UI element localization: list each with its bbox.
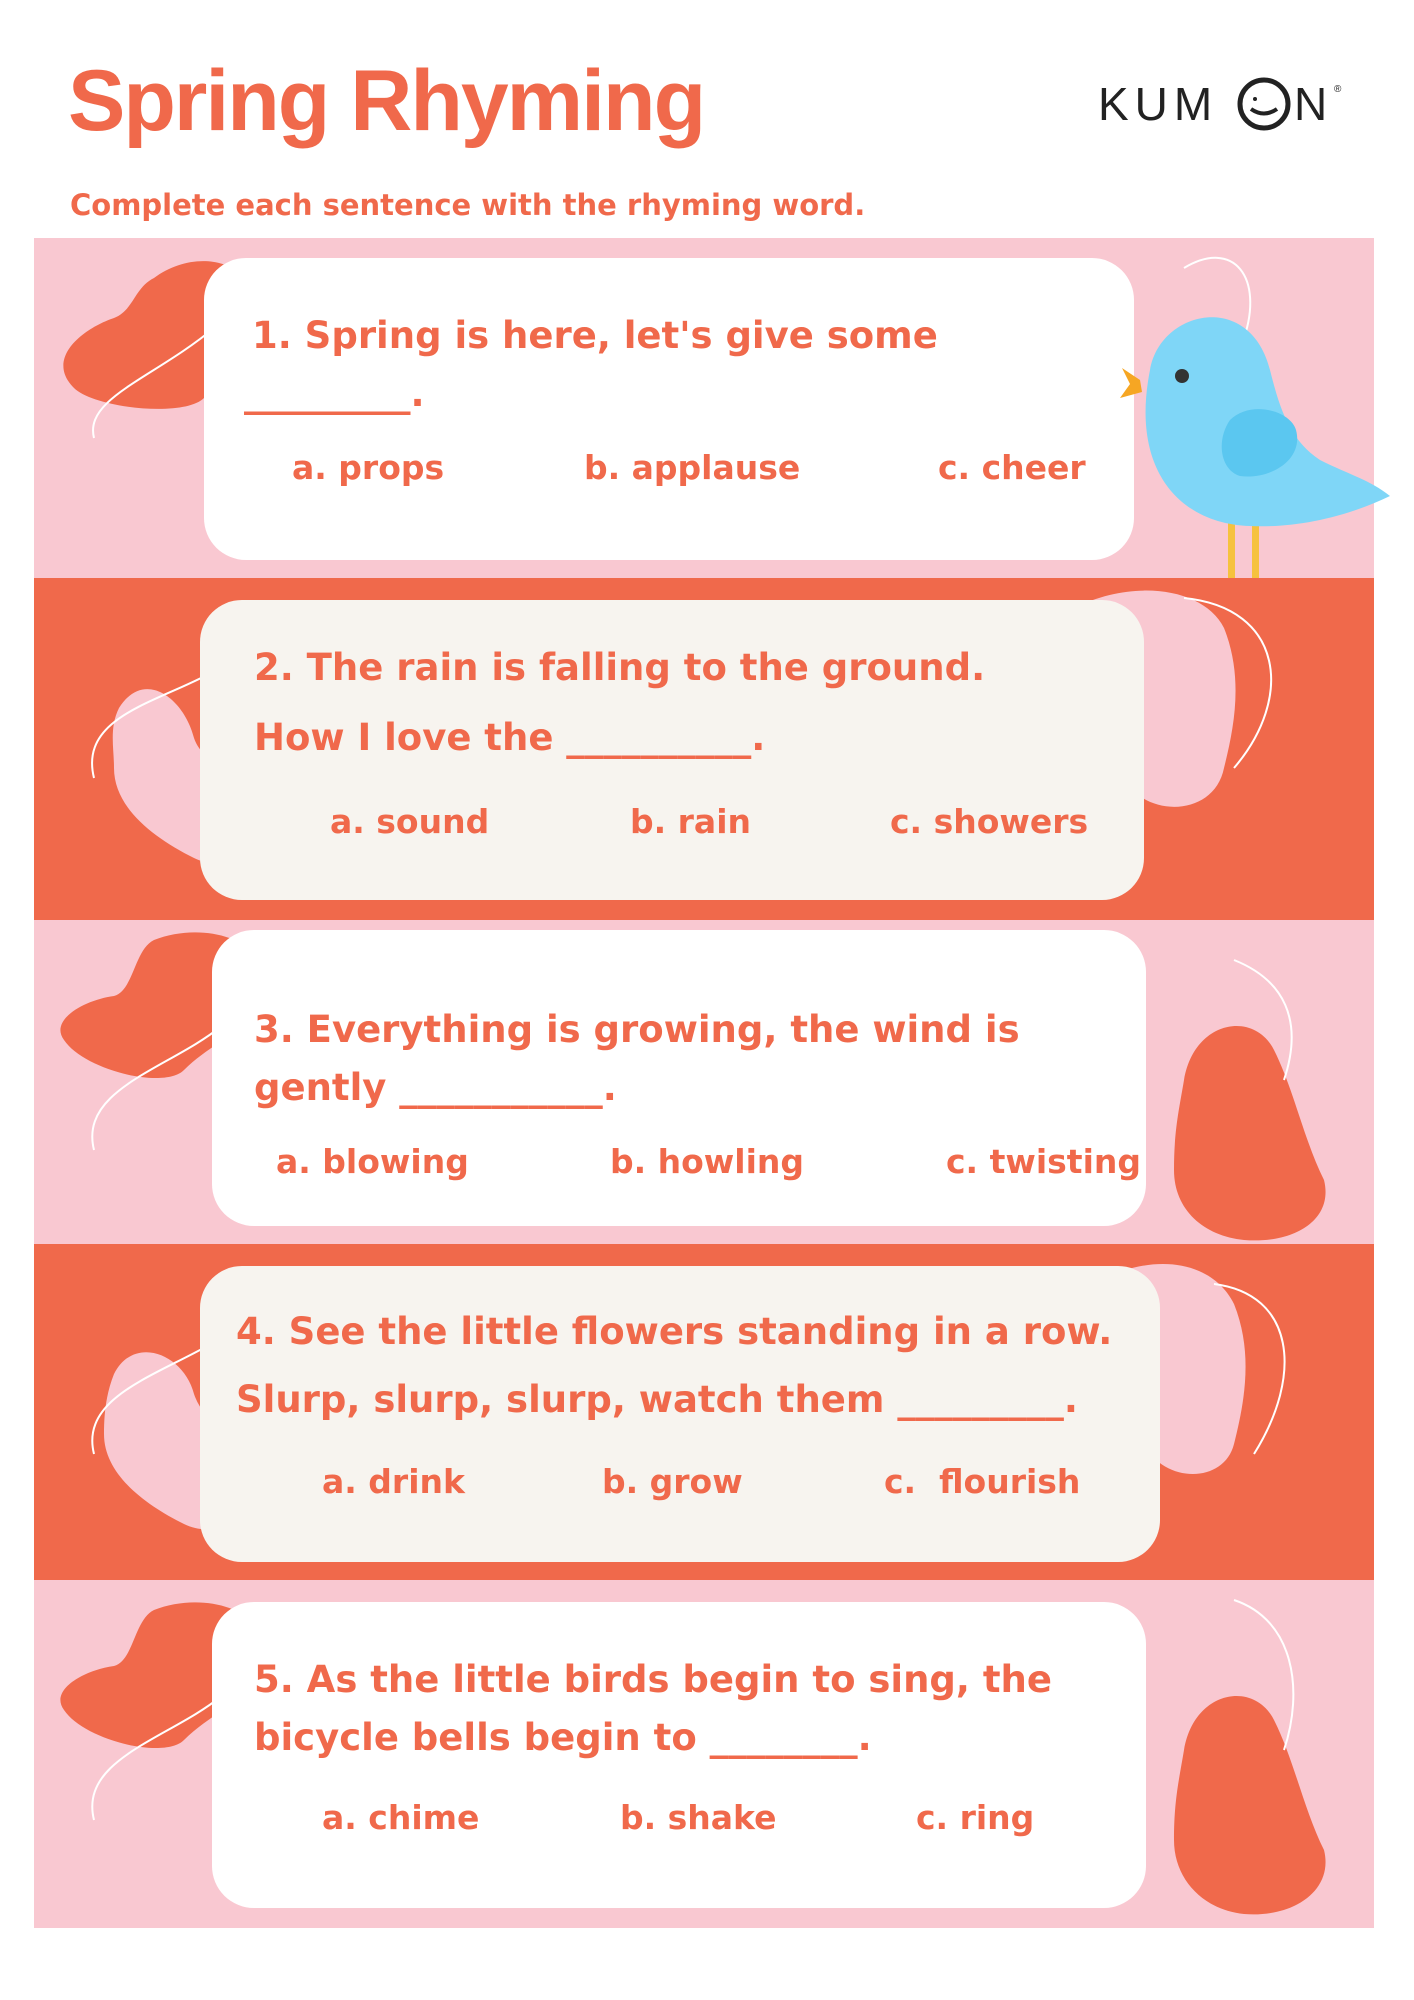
answer-option-4b[interactable]: b. grow [602, 1462, 743, 1501]
answer-option-5b[interactable]: b. shake [620, 1798, 777, 1837]
answer-option-1c[interactable]: c. cheer [938, 448, 1086, 487]
answer-option-1a[interactable]: a. props [292, 448, 445, 487]
kumon-face-icon [1240, 80, 1288, 128]
answer-option-3a[interactable]: a. blowing [276, 1142, 469, 1181]
question-band-2 [34, 578, 1374, 920]
answer-option-5a[interactable]: a. chime [322, 1798, 480, 1837]
question-text-5-line-2: bicycle bells begin to ________. [254, 1716, 872, 1759]
question-text-2-line-1: 2. The rain is falling to the ground. [254, 646, 986, 689]
question-text-2-line-2: How I love the __________. [254, 716, 766, 759]
question-text-4-line-2: Slurp, slurp, slurp, watch them _________. [236, 1378, 1078, 1421]
question-text-4-line-1: 4. See the little flowers standing in a row. [236, 1310, 1113, 1353]
question-text-5-line-1: 5. As the little birds begin to sing, the [254, 1658, 1052, 1701]
svg-text:®: ® [1334, 84, 1342, 95]
question-text-1-line-1: 1. Spring is here, let's give some [252, 314, 938, 357]
answer-option-2c[interactable]: c. showers [890, 802, 1089, 841]
bird-eye-icon [1175, 369, 1189, 383]
question-band-3 [34, 920, 1374, 1244]
svg-text:KUM: KUM [1098, 78, 1219, 130]
question-text-3-line-1: 3. Everything is growing, the wind is [254, 1008, 1020, 1051]
bluebird-illustration [1120, 300, 1390, 590]
answer-option-2a[interactable]: a. sound [330, 802, 490, 841]
answer-option-1b[interactable]: b. applause [584, 448, 801, 487]
question-text-1-line-2: _________. [244, 372, 425, 415]
answer-option-3b[interactable]: b. howling [610, 1142, 805, 1181]
svg-text:N: N [1294, 78, 1328, 130]
question-band-5 [34, 1580, 1374, 1928]
answer-option-3c[interactable]: c. twisting [946, 1142, 1142, 1181]
answer-option-5c[interactable]: c. ring [916, 1798, 1035, 1837]
answer-option-4a[interactable]: a. drink [322, 1462, 465, 1501]
kumon-logo [1098, 68, 1358, 138]
instructions: Complete each sentence with the rhyming word. [70, 188, 866, 222]
question-text-3-line-2: gently ___________. [254, 1066, 617, 1109]
question-band-4 [34, 1244, 1374, 1580]
answer-option-2b[interactable]: b. rain [630, 802, 751, 841]
page-title: Spring Rhyming [68, 53, 705, 149]
answer-option-4c[interactable]: c. flourish [884, 1462, 1081, 1501]
